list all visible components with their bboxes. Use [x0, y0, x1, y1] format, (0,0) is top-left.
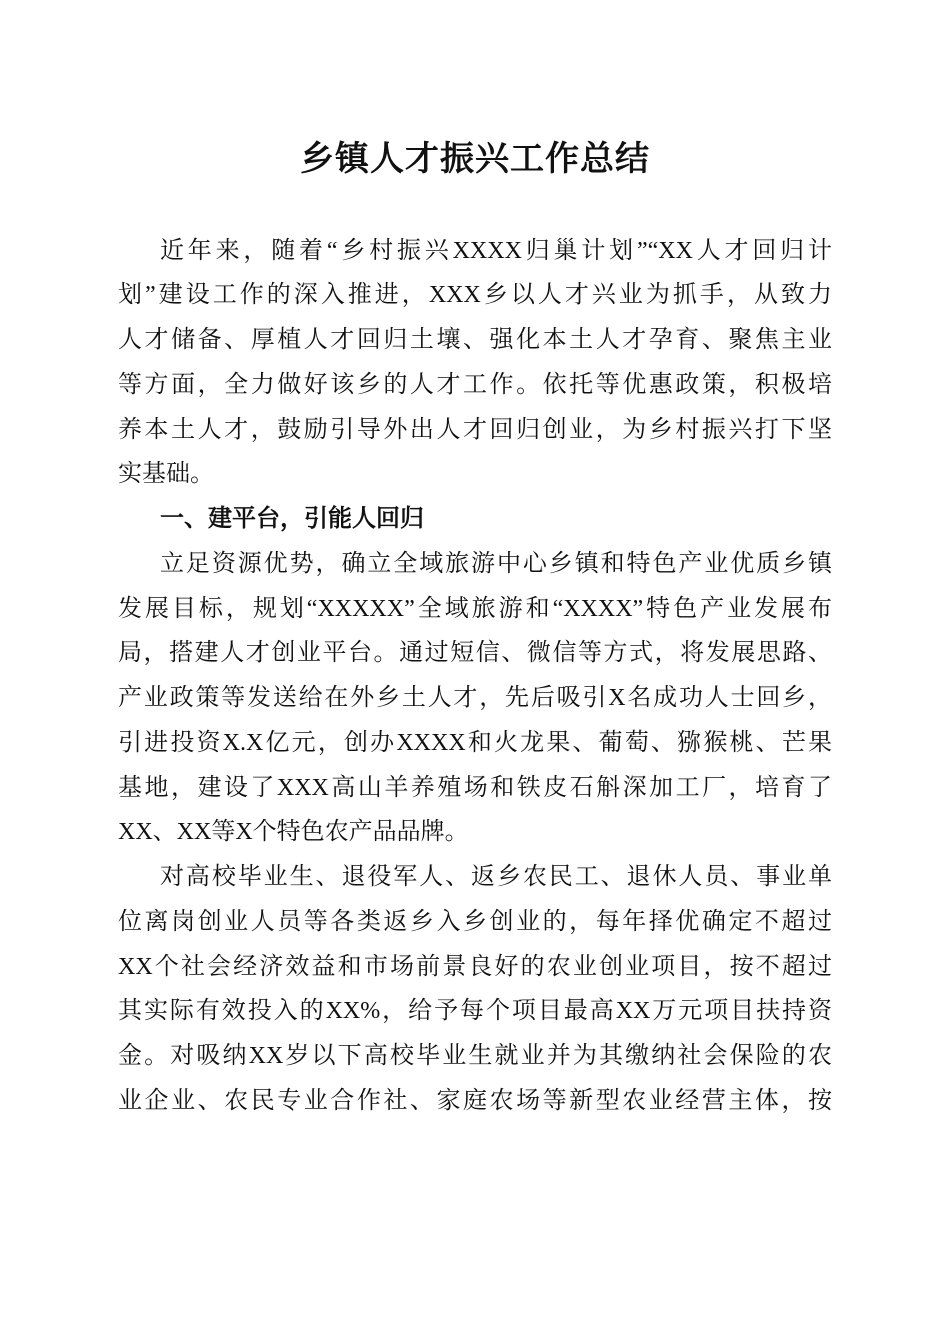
document-body — [118, 229, 832, 1124]
paragraph-line: 引进投资X.X亿元，创办XXXX和火龙果、葡萄、猕猴桃、芒果 — [118, 729, 832, 756]
paragraph-platform — [118, 542, 832, 855]
paragraph-line: 金。对吸纳XX岁以下高校毕业生就业并为其缴纳社会保险的农 — [118, 1043, 832, 1070]
paragraph-line: 发展目标，规划“XXXXX”全域旅游和“XXXX”特色产业发展布 — [118, 595, 832, 622]
paragraph-line: 人才储备、厚植人才回归土壤、强化本土人才孕育、聚焦主业 — [118, 327, 832, 354]
section-heading: 一、建平台，引能人回归 — [160, 505, 424, 533]
paragraph-line: 养本土人才，鼓励引导外出人才回归创业，为乡村振兴打下坚 — [118, 416, 832, 443]
paragraph-line: 产业政策等发送给在外乡土人才，先后吸引X名成功人士回乡， — [118, 685, 832, 712]
document-title: 乡镇人才振兴工作总结 — [300, 141, 650, 178]
paragraph-line: 位离岗创业人员等各类返乡入乡创业的，每年择优确定不超过 — [118, 908, 832, 935]
paragraph-line: XX、XX等X个特色农产品品牌。 — [118, 819, 469, 846]
paragraph-line: 基地，建设了XXX高山羊养殖场和铁皮石斛深加工厂，培育了 — [118, 774, 832, 801]
paragraph-line: 等方面，全力做好该乡的人才工作。依托等优惠政策，积极培 — [118, 371, 832, 398]
paragraph-line: 业企业、农民专业合作社、家庭农场等新型农业经营主体，按 — [118, 1087, 832, 1114]
paragraph-line: 近年来，随着“乡村振兴XXXX归巢计划”“XX人才回归计 — [160, 237, 832, 264]
paragraph-support — [118, 855, 832, 1124]
paragraph-line: 实基础。 — [118, 461, 214, 488]
paragraph-line: 立足资源优势，确立全域旅游中心乡镇和特色产业优质乡镇 — [160, 550, 832, 577]
paragraph-line: 划”建设工作的深入推进，XXX乡以人才兴业为抓手，从致力 — [118, 282, 832, 309]
paragraph-line: 其实际有效投入的XX%，给予每个项目最高XX万元项目扶持资 — [118, 998, 832, 1025]
paragraph-line: 局，搭建人才创业平台。通过短信、微信等方式，将发展思路、 — [118, 640, 832, 667]
paragraph-intro — [118, 229, 832, 498]
paragraph-line: 对高校毕业生、退役军人、返乡农民工、退休人员、事业单 — [160, 864, 832, 891]
paragraph-line: XX个社会经济效益和市场前景良好的农业创业项目，按不超过 — [118, 953, 832, 980]
